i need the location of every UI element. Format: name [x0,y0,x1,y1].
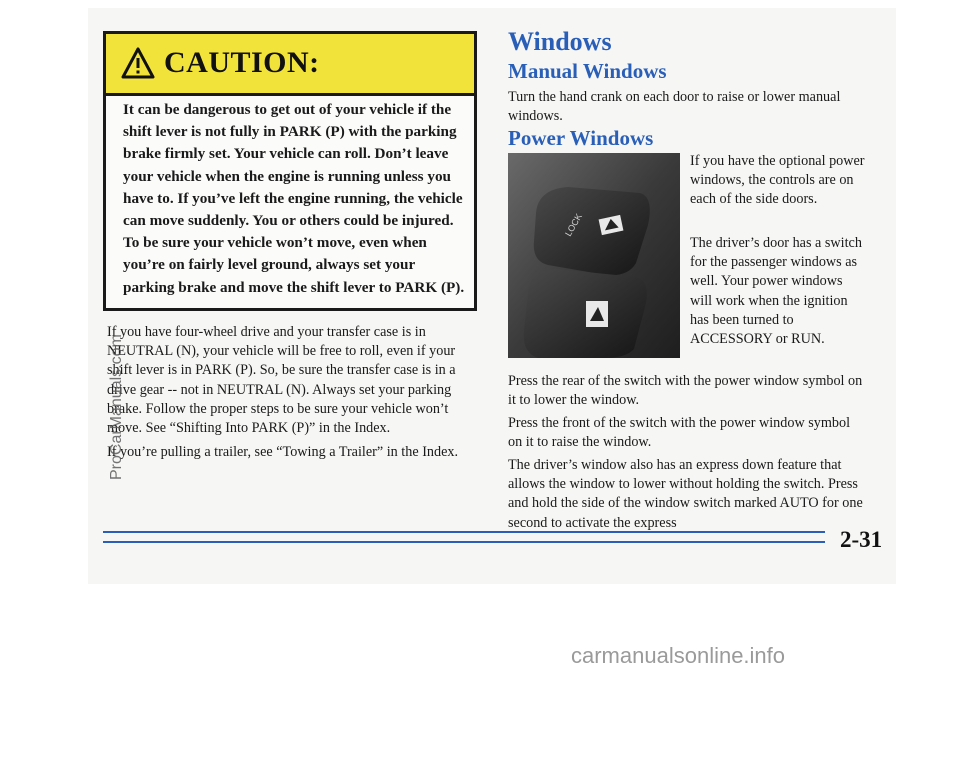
window-switch-icon [508,153,680,358]
caution-text: It can be dangerous to get out of your vehicle if the shift lever is not fully in PARK (P) with the parking brake firmly set. Your vehicle can roll. Don’t leave your vehicle when the engine is running unless you have to. If you’ve left the engine running, the vehicle can move suddenly. You or others could be injured. To be sure your vehicle won’t move, even when you’re on fairly level ground, always set your parking brake and move the shift lever to PARK (P). [123,101,465,296]
raise-window-paragraph: Press the front of the switch with the power window symbol on it to raise the window. [508,415,851,451]
lower-window-paragraph: Press the rear of the switch with the power window symbol on it to lower the window. [508,373,863,409]
page-number: 2-31 [840,527,883,552]
warning-triangle-icon [121,47,155,79]
svg-text:LOCK: LOCK [563,211,584,238]
bottom-watermark: carmanualsonline.info [571,643,786,668]
power-window-switch-photo [508,153,680,358]
caution-label: CAUTION: [164,46,320,79]
caution-header [106,34,474,96]
manual-windows-heading: Manual Windows [508,59,667,83]
four-wheel-drive-paragraph: If you have four-wheel drive and your transfer case is in NEUTRAL (N), your vehicle will be free to roll, even if your shift lever is in PARK (P). So, be sure the transfer case is in a drive gear -- not in NEUTRAL (N). Always set your parking brake. Follow the proper steps to be sure your vehicle won’t move. See “Shifting Into PARK (P)” in the Index. [107,324,456,437]
trailer-paragraph: If you’re pulling a trailer, see “Towing a Trailer” in the Index. [107,444,459,460]
power-windows-text-2: The driver’s door has a switch for the passenger windows as well. Your power windows will work when the ignition has been turned to ACCESSORY or RUN. [690,235,862,348]
footer-rule-bottom [103,541,825,543]
footer-rule-top [103,531,825,533]
caution-box [103,31,477,311]
section-title: Windows [508,27,612,56]
manual-windows-text: Turn the hand crank on each door to raise or lower manual windows. [508,89,841,125]
power-windows-heading: Power Windows [508,126,654,150]
express-down-paragraph: The driver’s window also has an express down feature that allows the window to lower without holding the switch. Press and hold the side of the window switch marked AUTO for one second to activate the express [508,457,863,531]
side-watermark-wrap [108,334,132,780]
power-windows-text-1: If you have the optional power windows, the controls are on each of the side doors. [690,153,865,208]
side-watermark: ProCarManuals.com [108,334,125,480]
